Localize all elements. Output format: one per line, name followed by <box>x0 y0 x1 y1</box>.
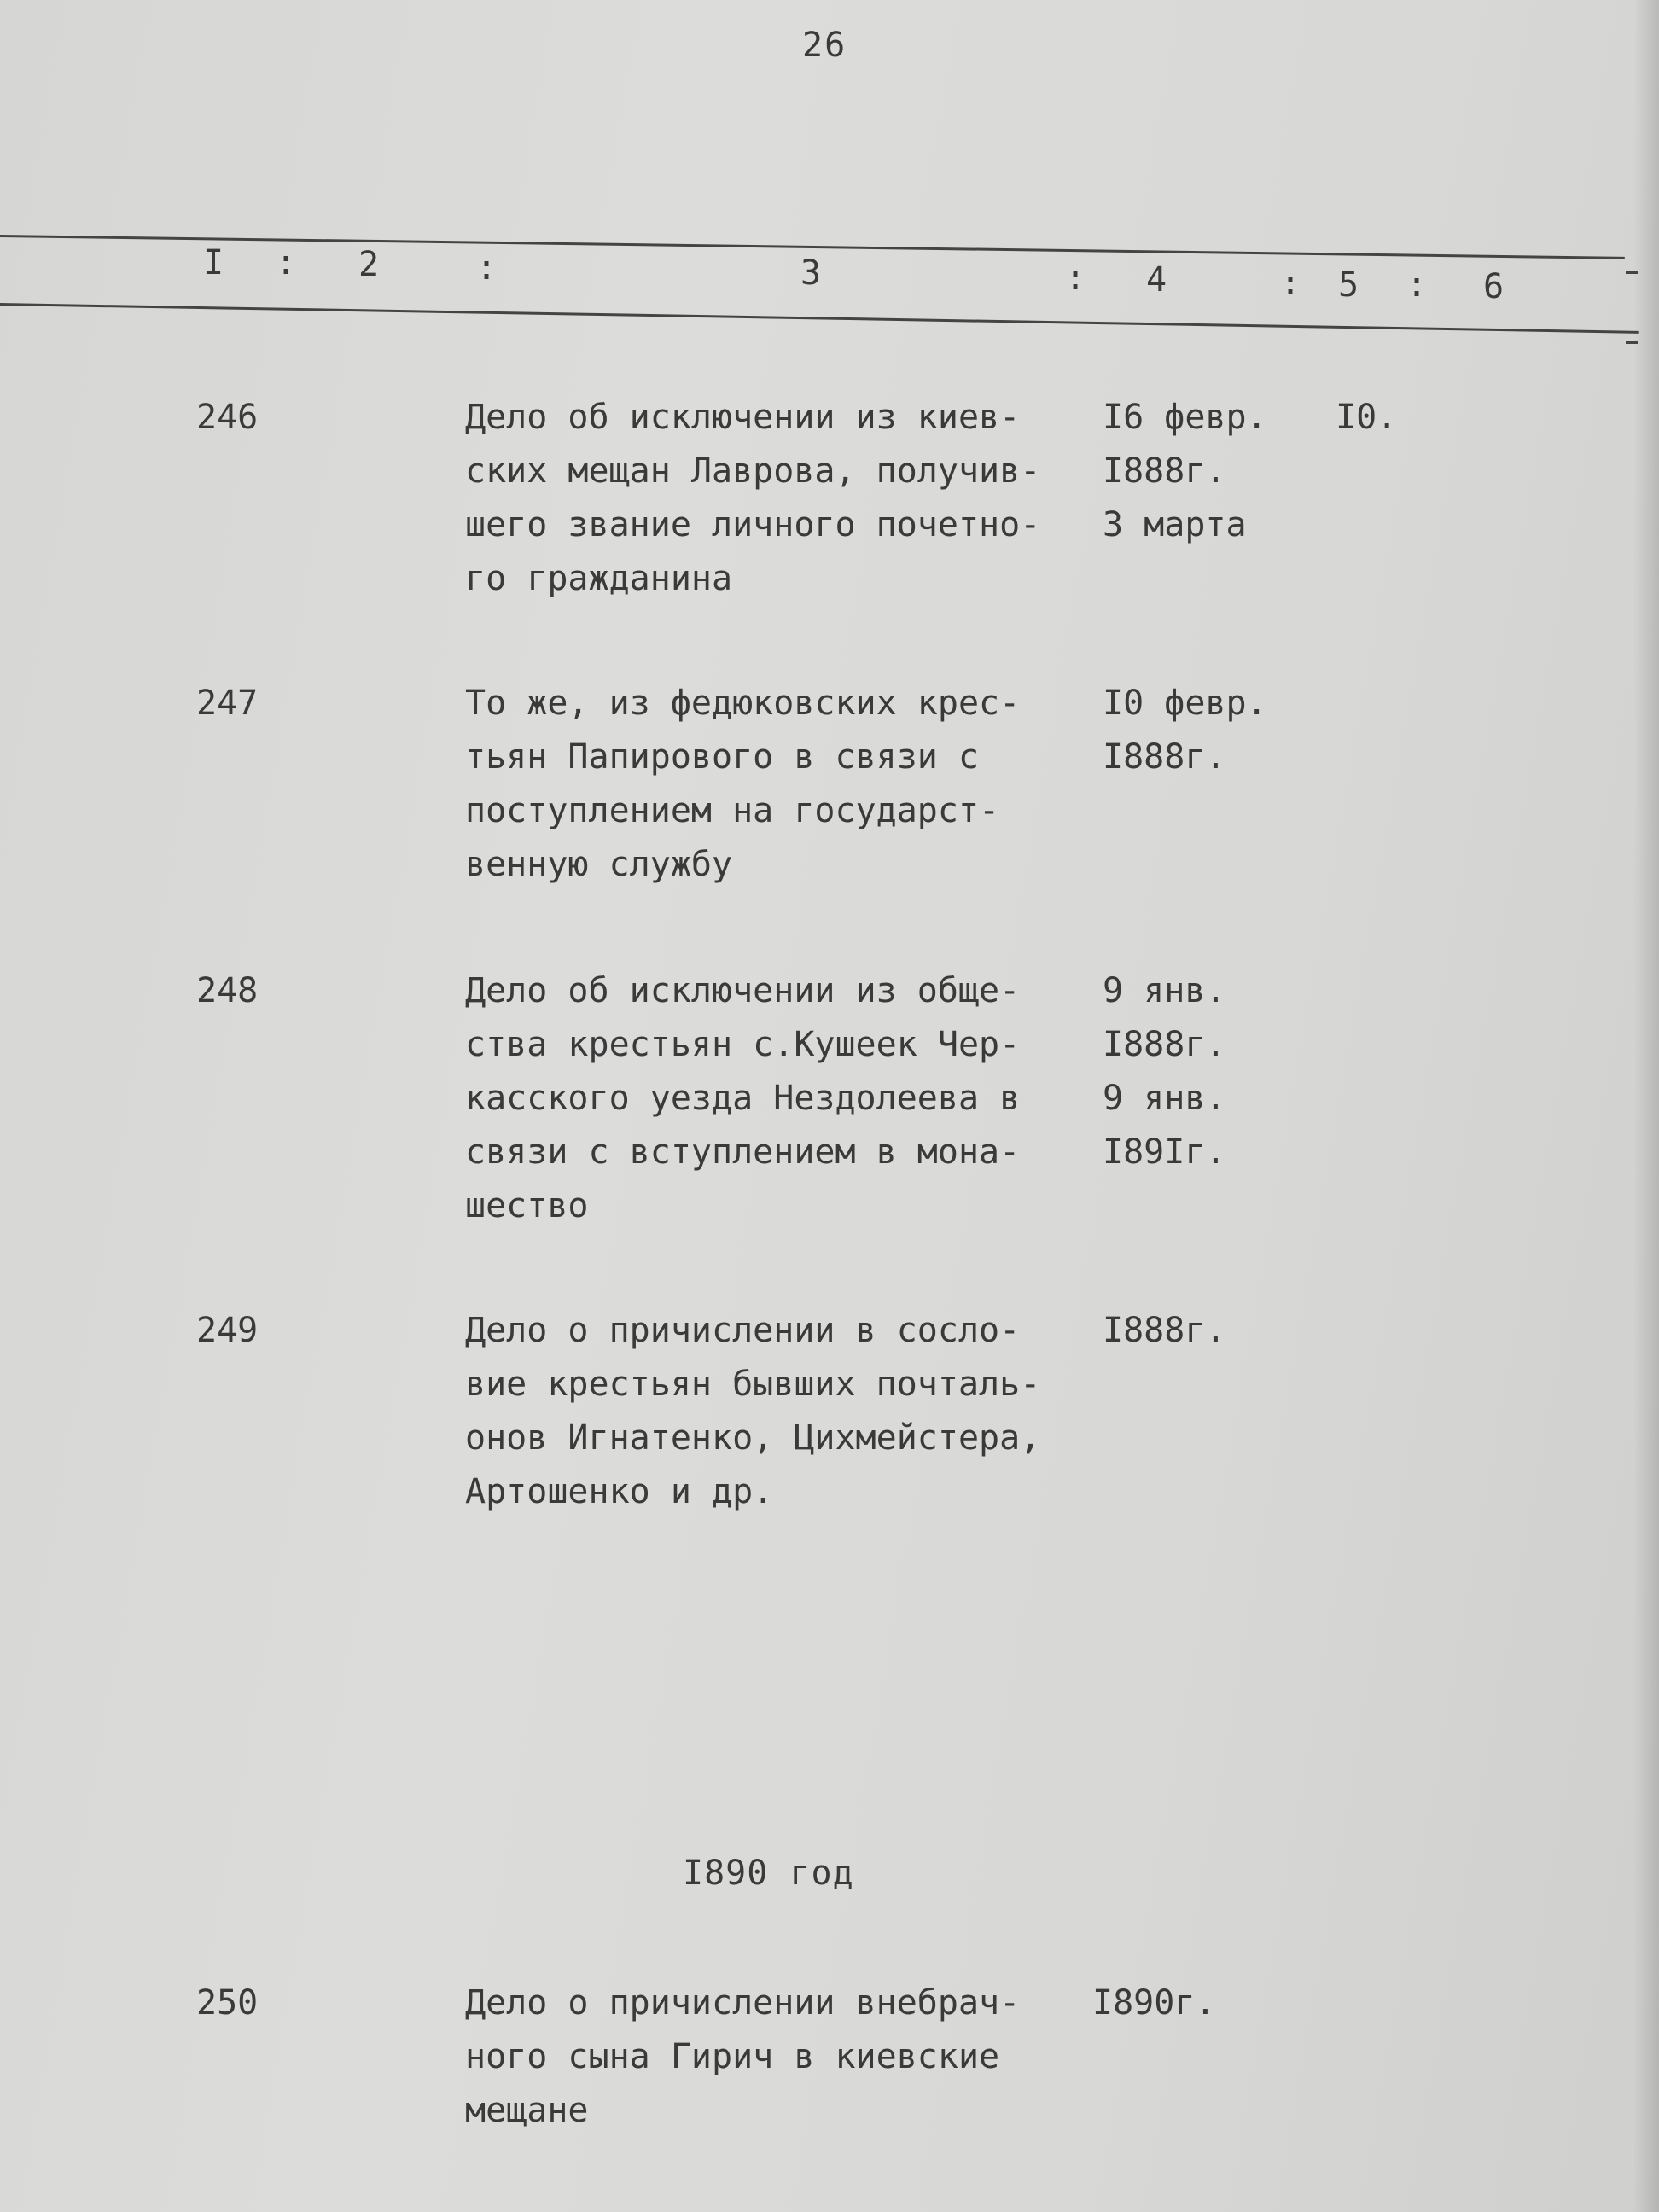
entry-dates <box>1103 391 1324 552</box>
description-line: тьян Папирового в связи с <box>465 737 980 777</box>
description-line: поступлением на государст- <box>465 791 1000 830</box>
date-line: I0 февр. <box>1103 684 1267 723</box>
date-line: 3 марта <box>1103 505 1247 544</box>
description-line: связи с вступлением в мона- <box>465 1132 1021 1172</box>
description-line: Дело об исключении из киев- <box>465 398 1021 437</box>
entry-number: 246 <box>196 398 259 437</box>
description-line: ских мещан Лаврова, получив- <box>465 451 1041 491</box>
column-header-5: 5 <box>1338 265 1359 305</box>
column-separator: : <box>276 243 297 282</box>
description-line: Дело о причислении в сосло- <box>465 1311 1021 1350</box>
description-line: касского уезда Нездолеева в <box>465 1079 1021 1118</box>
description-line: Дело о причислении внебрач- <box>465 1983 1021 2023</box>
entry-dates <box>1103 677 1324 784</box>
column-header-2: 2 <box>358 245 380 284</box>
entry-description <box>465 677 1088 892</box>
entry-number: 250 <box>196 1983 259 2023</box>
date-line: I89Iг. <box>1103 1132 1226 1172</box>
date-line: I6 февр. <box>1103 398 1267 437</box>
column-separator: : <box>1406 265 1428 305</box>
entry-number: 249 <box>196 1311 259 1350</box>
description-line: Артошенко и др. <box>465 1472 774 1511</box>
column-separator: : <box>1065 259 1086 298</box>
entry-number: 248 <box>196 971 259 1010</box>
date-line: I888г. <box>1103 1025 1226 1064</box>
description-line: Дело об исключении из обще- <box>465 971 1021 1010</box>
description-line: онов Игнатенко, Цихмейстера, <box>465 1418 1041 1458</box>
description-line: вие крестьян бывших почталь- <box>465 1365 1041 1404</box>
column-header-6: 6 <box>1483 267 1505 306</box>
description-line: шего звание личного почетно- <box>465 505 1041 544</box>
entry-dates <box>1103 964 1324 1179</box>
date-line: I888г. <box>1103 451 1226 491</box>
entry-dates <box>1103 1304 1324 1358</box>
page-number: 26 <box>802 26 847 65</box>
column-header-3: 3 <box>800 253 822 293</box>
date-line: I888г. <box>1103 737 1226 777</box>
description-line: То же, из федюковских крес- <box>465 684 1021 723</box>
column-separator: : <box>1280 264 1301 303</box>
column-separator: : <box>476 248 498 288</box>
column-header-1: I <box>203 243 224 282</box>
entry-description <box>465 1304 1088 1519</box>
date-line: 9 янв. <box>1103 1079 1226 1118</box>
date-line: 9 янв. <box>1103 971 1226 1010</box>
column-header-4: 4 <box>1146 260 1167 300</box>
entry-description <box>465 964 1088 1233</box>
description-line: мещане <box>465 2091 589 2130</box>
entry-description <box>465 391 1088 606</box>
entry-sheet-count: I0. <box>1336 398 1398 437</box>
description-line: ного сына Гирич в киевские <box>465 2037 1000 2076</box>
entry-number: 247 <box>196 684 259 723</box>
description-line: го гражданина <box>465 559 733 598</box>
description-line: венную службу <box>465 845 733 884</box>
section-year-title: I890 год <box>683 1854 854 1893</box>
entry-dates <box>1092 1976 1314 2030</box>
description-line: шество <box>465 1186 589 1225</box>
date-line: I888г. <box>1103 1311 1226 1350</box>
description-line: ства крестьян с.Кушеек Чер- <box>465 1025 1021 1064</box>
entry-description <box>465 1976 1088 2138</box>
rule-tick-bottom <box>1626 341 1638 344</box>
table-header-row <box>0 243 1659 306</box>
date-line: I890г. <box>1092 1983 1216 2023</box>
table-header-rule <box>0 303 1639 334</box>
